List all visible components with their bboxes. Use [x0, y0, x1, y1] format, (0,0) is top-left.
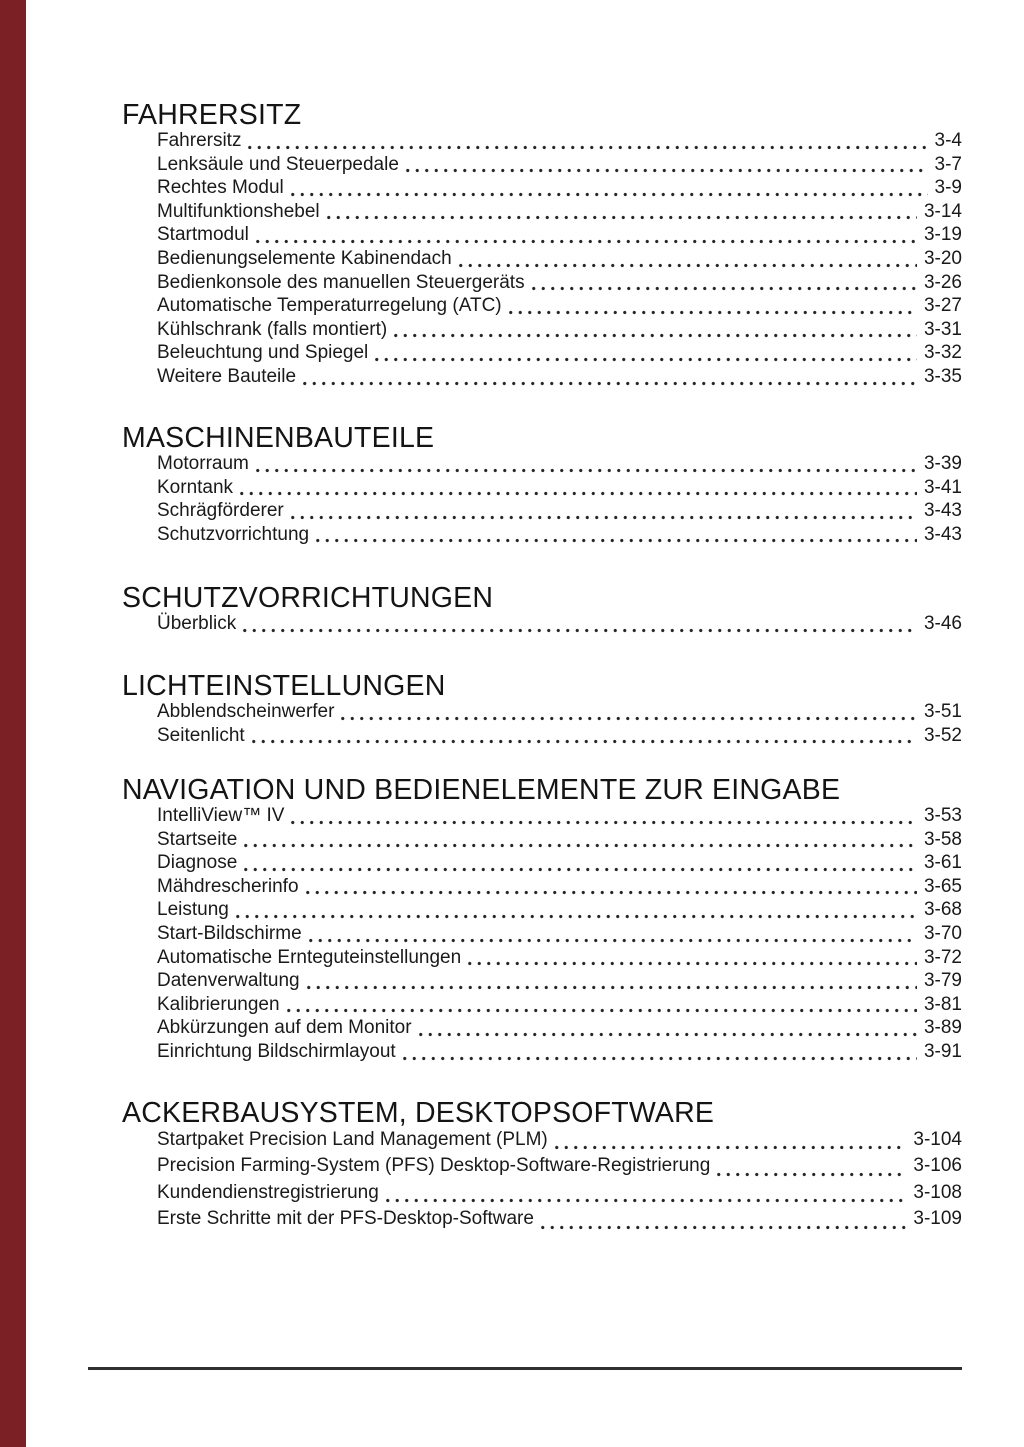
- toc-entry-page: 3-39: [923, 453, 962, 474]
- dot-leader: [240, 628, 917, 633]
- toc-entry-label: Seitenlicht: [157, 724, 245, 746]
- dot-leader: [253, 468, 917, 473]
- toc-entry-page: 3-72: [923, 946, 962, 968]
- toc-entry: [157, 1016, 962, 1040]
- toc-entry: [157, 1040, 962, 1064]
- toc-entry: [157, 828, 962, 852]
- toc-entry-page: 3-104: [913, 1129, 962, 1150]
- toc-entry-label: Schutzvorrichtung: [157, 523, 310, 545]
- toc-entry: [157, 724, 962, 748]
- toc-entry-page: 3-81: [923, 993, 962, 1015]
- toc-section: [122, 581, 962, 636]
- toc-entry-page: 3-61: [923, 852, 962, 874]
- toc-entry: [157, 499, 962, 523]
- toc-entry: [157, 341, 962, 365]
- toc-section: [122, 669, 962, 747]
- toc-entry: [157, 946, 962, 970]
- toc-entry-label: Motorraum: [157, 453, 249, 474]
- toc-entry: [157, 365, 962, 389]
- toc-entry: [157, 1153, 962, 1179]
- toc-entry-page: 3-20: [923, 247, 962, 269]
- toc-entry: [157, 851, 962, 875]
- toc-entry-page: 3-51: [923, 701, 962, 722]
- dot-leader: [391, 333, 917, 338]
- toc-entry: [157, 523, 962, 547]
- toc-entry: [157, 804, 962, 828]
- section-title: FAHRERSITZ: [122, 99, 302, 131]
- toc-entry-label: Bedienungselemente Kabinendach: [157, 247, 452, 269]
- toc-entry: [157, 922, 962, 946]
- dot-leader: [416, 1032, 917, 1037]
- section-title: ACKERBAUSYSTEM, DESKTOPSOFTWARE: [122, 1097, 715, 1129]
- dot-leader: [237, 491, 917, 496]
- dot-leader: [313, 538, 917, 543]
- toc-entry-label: Abkürzungen auf dem Monitor: [157, 1017, 412, 1039]
- toc-entry-label: Leistung: [157, 899, 229, 921]
- toc-entry-page: 3-41: [923, 476, 962, 498]
- section-entries: [157, 612, 962, 636]
- toc-entry-label: Automatische Ernteguteinstellungen: [157, 946, 462, 968]
- toc-entry-label: Start-Bildschirme: [157, 922, 302, 944]
- toc-entry-label: Korntank: [157, 476, 234, 498]
- toc-entry-page: 3-26: [923, 271, 962, 293]
- toc-entry-page: 3-43: [923, 523, 962, 545]
- toc-entry-page: 3-31: [923, 318, 962, 340]
- toc-entry: [157, 271, 962, 295]
- dot-leader: [372, 357, 917, 362]
- toc-entry-label: Startmodul: [157, 224, 249, 246]
- toc-entry-page: 3-46: [923, 613, 962, 634]
- section-entries: [157, 129, 962, 389]
- toc-entry-page: 3-58: [923, 828, 962, 850]
- dot-leader: [245, 145, 927, 150]
- toc-entry-label: Abblendscheinwerfer: [157, 701, 335, 722]
- toc-entry-label: Precision Farming-System (PFS) Desktop-Software-Registrierung: [157, 1155, 711, 1177]
- toc-entry: [157, 700, 962, 724]
- toc-entry-label: Rechtes Modul: [157, 177, 284, 199]
- dot-leader: [306, 938, 917, 943]
- toc-entry-page: 3-19: [923, 224, 962, 246]
- dot-leader: [288, 192, 928, 197]
- toc-entry-label: Fahrersitz: [157, 130, 242, 151]
- dot-leader: [249, 739, 917, 744]
- toc-entry-page: 3-109: [913, 1208, 962, 1230]
- toc-entry-label: Beleuchtung und Spiegel: [157, 342, 369, 364]
- dot-leader: [241, 843, 917, 848]
- toc-section: [122, 98, 962, 389]
- dot-leader: [403, 168, 928, 173]
- toc-entry: [157, 612, 962, 636]
- dot-leader: [714, 1172, 906, 1177]
- toc-entry-label: Kühlschrank (falls montiert): [157, 318, 388, 340]
- toc-entry: [157, 476, 962, 500]
- section-title: SCHUTZVORRICHTUNGEN: [122, 582, 494, 614]
- toc-entry: [157, 993, 962, 1017]
- toc-entry-label: Mähdrescherinfo: [157, 875, 299, 897]
- toc-section: [122, 1096, 962, 1233]
- toc-entry-label: Erste Schritte mit der PFS-Desktop-Software: [157, 1208, 534, 1230]
- toc-entry-page: 3-43: [923, 500, 962, 522]
- toc-entry: [157, 898, 962, 922]
- toc-entry: [157, 223, 962, 247]
- toc-entry-page: 3-68: [923, 899, 962, 921]
- dot-leader: [288, 820, 917, 825]
- toc-entry-page: 3-108: [913, 1181, 962, 1203]
- toc-entry-label: Weitere Bauteile: [157, 365, 297, 387]
- toc-entry-label: Kalibrierungen: [157, 993, 280, 1015]
- dot-leader: [506, 310, 917, 315]
- section-entries: [157, 700, 962, 747]
- toc-section: [122, 773, 962, 1064]
- toc-entry: [157, 200, 962, 224]
- toc-entry: [157, 318, 962, 342]
- toc-entry-label: Automatische Temperaturregelung (ATC): [157, 295, 502, 317]
- section-entries: [157, 804, 962, 1064]
- footer-divider: [88, 1367, 962, 1370]
- toc-entry-page: 3-91: [923, 1040, 962, 1062]
- toc-entry-page: 3-9: [934, 177, 962, 199]
- toc-entry-label: Multifunktionshebel: [157, 200, 320, 222]
- toc-entry: [157, 875, 962, 899]
- toc-entry: [157, 294, 962, 318]
- dot-leader: [383, 1198, 907, 1203]
- toc-entry-label: Startpaket Precision Land Management (PLM): [157, 1129, 548, 1150]
- toc-entry-page: 3-14: [923, 200, 962, 222]
- toc-entry: [157, 1127, 962, 1153]
- dot-leader: [288, 515, 917, 520]
- binding-edge-bar: [0, 0, 26, 1447]
- toc-entry-label: Einrichtung Bildschirmlayout: [157, 1040, 396, 1062]
- toc-entry-page: 3-89: [923, 1017, 962, 1039]
- dot-leader: [300, 381, 917, 386]
- dot-leader: [324, 215, 917, 220]
- toc-entry-page: 3-7: [934, 153, 962, 175]
- toc-entry-label: Diagnose: [157, 852, 238, 874]
- toc-entry-page: 3-4: [934, 130, 962, 151]
- dot-leader: [400, 1056, 917, 1061]
- toc-entry-label: Datenverwaltung: [157, 970, 300, 992]
- toc-entry: [157, 153, 962, 177]
- toc-entry-page: 3-32: [923, 342, 962, 364]
- dot-leader: [338, 716, 917, 721]
- toc-entry: [157, 247, 962, 271]
- dot-leader: [529, 286, 917, 291]
- toc-entry-page: 3-52: [923, 724, 962, 746]
- toc-entry: [157, 452, 962, 476]
- toc-entry-page: 3-27: [923, 295, 962, 317]
- dot-leader: [456, 263, 917, 268]
- toc-entry-label: Lenksäule und Steuerpedale: [157, 153, 399, 175]
- dot-leader: [253, 239, 917, 244]
- dot-leader: [304, 985, 917, 990]
- toc-entry: [157, 1180, 962, 1206]
- toc-entry-page: 3-65: [923, 875, 962, 897]
- toc-entry-label: Überblick: [157, 613, 237, 634]
- dot-leader: [465, 961, 917, 966]
- dot-leader: [241, 867, 917, 872]
- toc-entry-label: Startseite: [157, 828, 238, 850]
- toc-entry: [157, 969, 962, 993]
- toc-entry-label: Schrägförderer: [157, 500, 284, 522]
- dot-leader: [538, 1225, 906, 1230]
- toc-entry-label: Kundendienstregistrierung: [157, 1181, 379, 1203]
- toc-entry-label: IntelliView™ IV: [157, 805, 285, 826]
- section-entries: [157, 1127, 962, 1233]
- dot-leader: [284, 1008, 917, 1013]
- section-title: NAVIGATION UND BEDIENELEMENTE ZUR EINGABE: [122, 774, 841, 806]
- toc-entry-page: 3-79: [923, 970, 962, 992]
- dot-leader: [233, 914, 917, 919]
- dot-leader: [552, 1145, 907, 1150]
- toc-entry: [157, 129, 962, 153]
- section-title: LICHTEINSTELLUNGEN: [122, 670, 446, 702]
- toc-entry-page: 3-53: [923, 805, 962, 826]
- toc-section: [122, 421, 962, 546]
- section-entries: [157, 452, 962, 546]
- toc-entry-page: 3-35: [923, 365, 962, 387]
- toc-entry-page: 3-106: [913, 1155, 962, 1177]
- toc-entry: [157, 176, 962, 200]
- section-title: MASCHINENBAUTEILE: [122, 422, 435, 454]
- toc-entry: [157, 1206, 962, 1232]
- toc-entry-label: Bedienkonsole des manuellen Steuergeräts: [157, 271, 525, 293]
- toc-entry-page: 3-70: [923, 922, 962, 944]
- dot-leader: [303, 890, 917, 895]
